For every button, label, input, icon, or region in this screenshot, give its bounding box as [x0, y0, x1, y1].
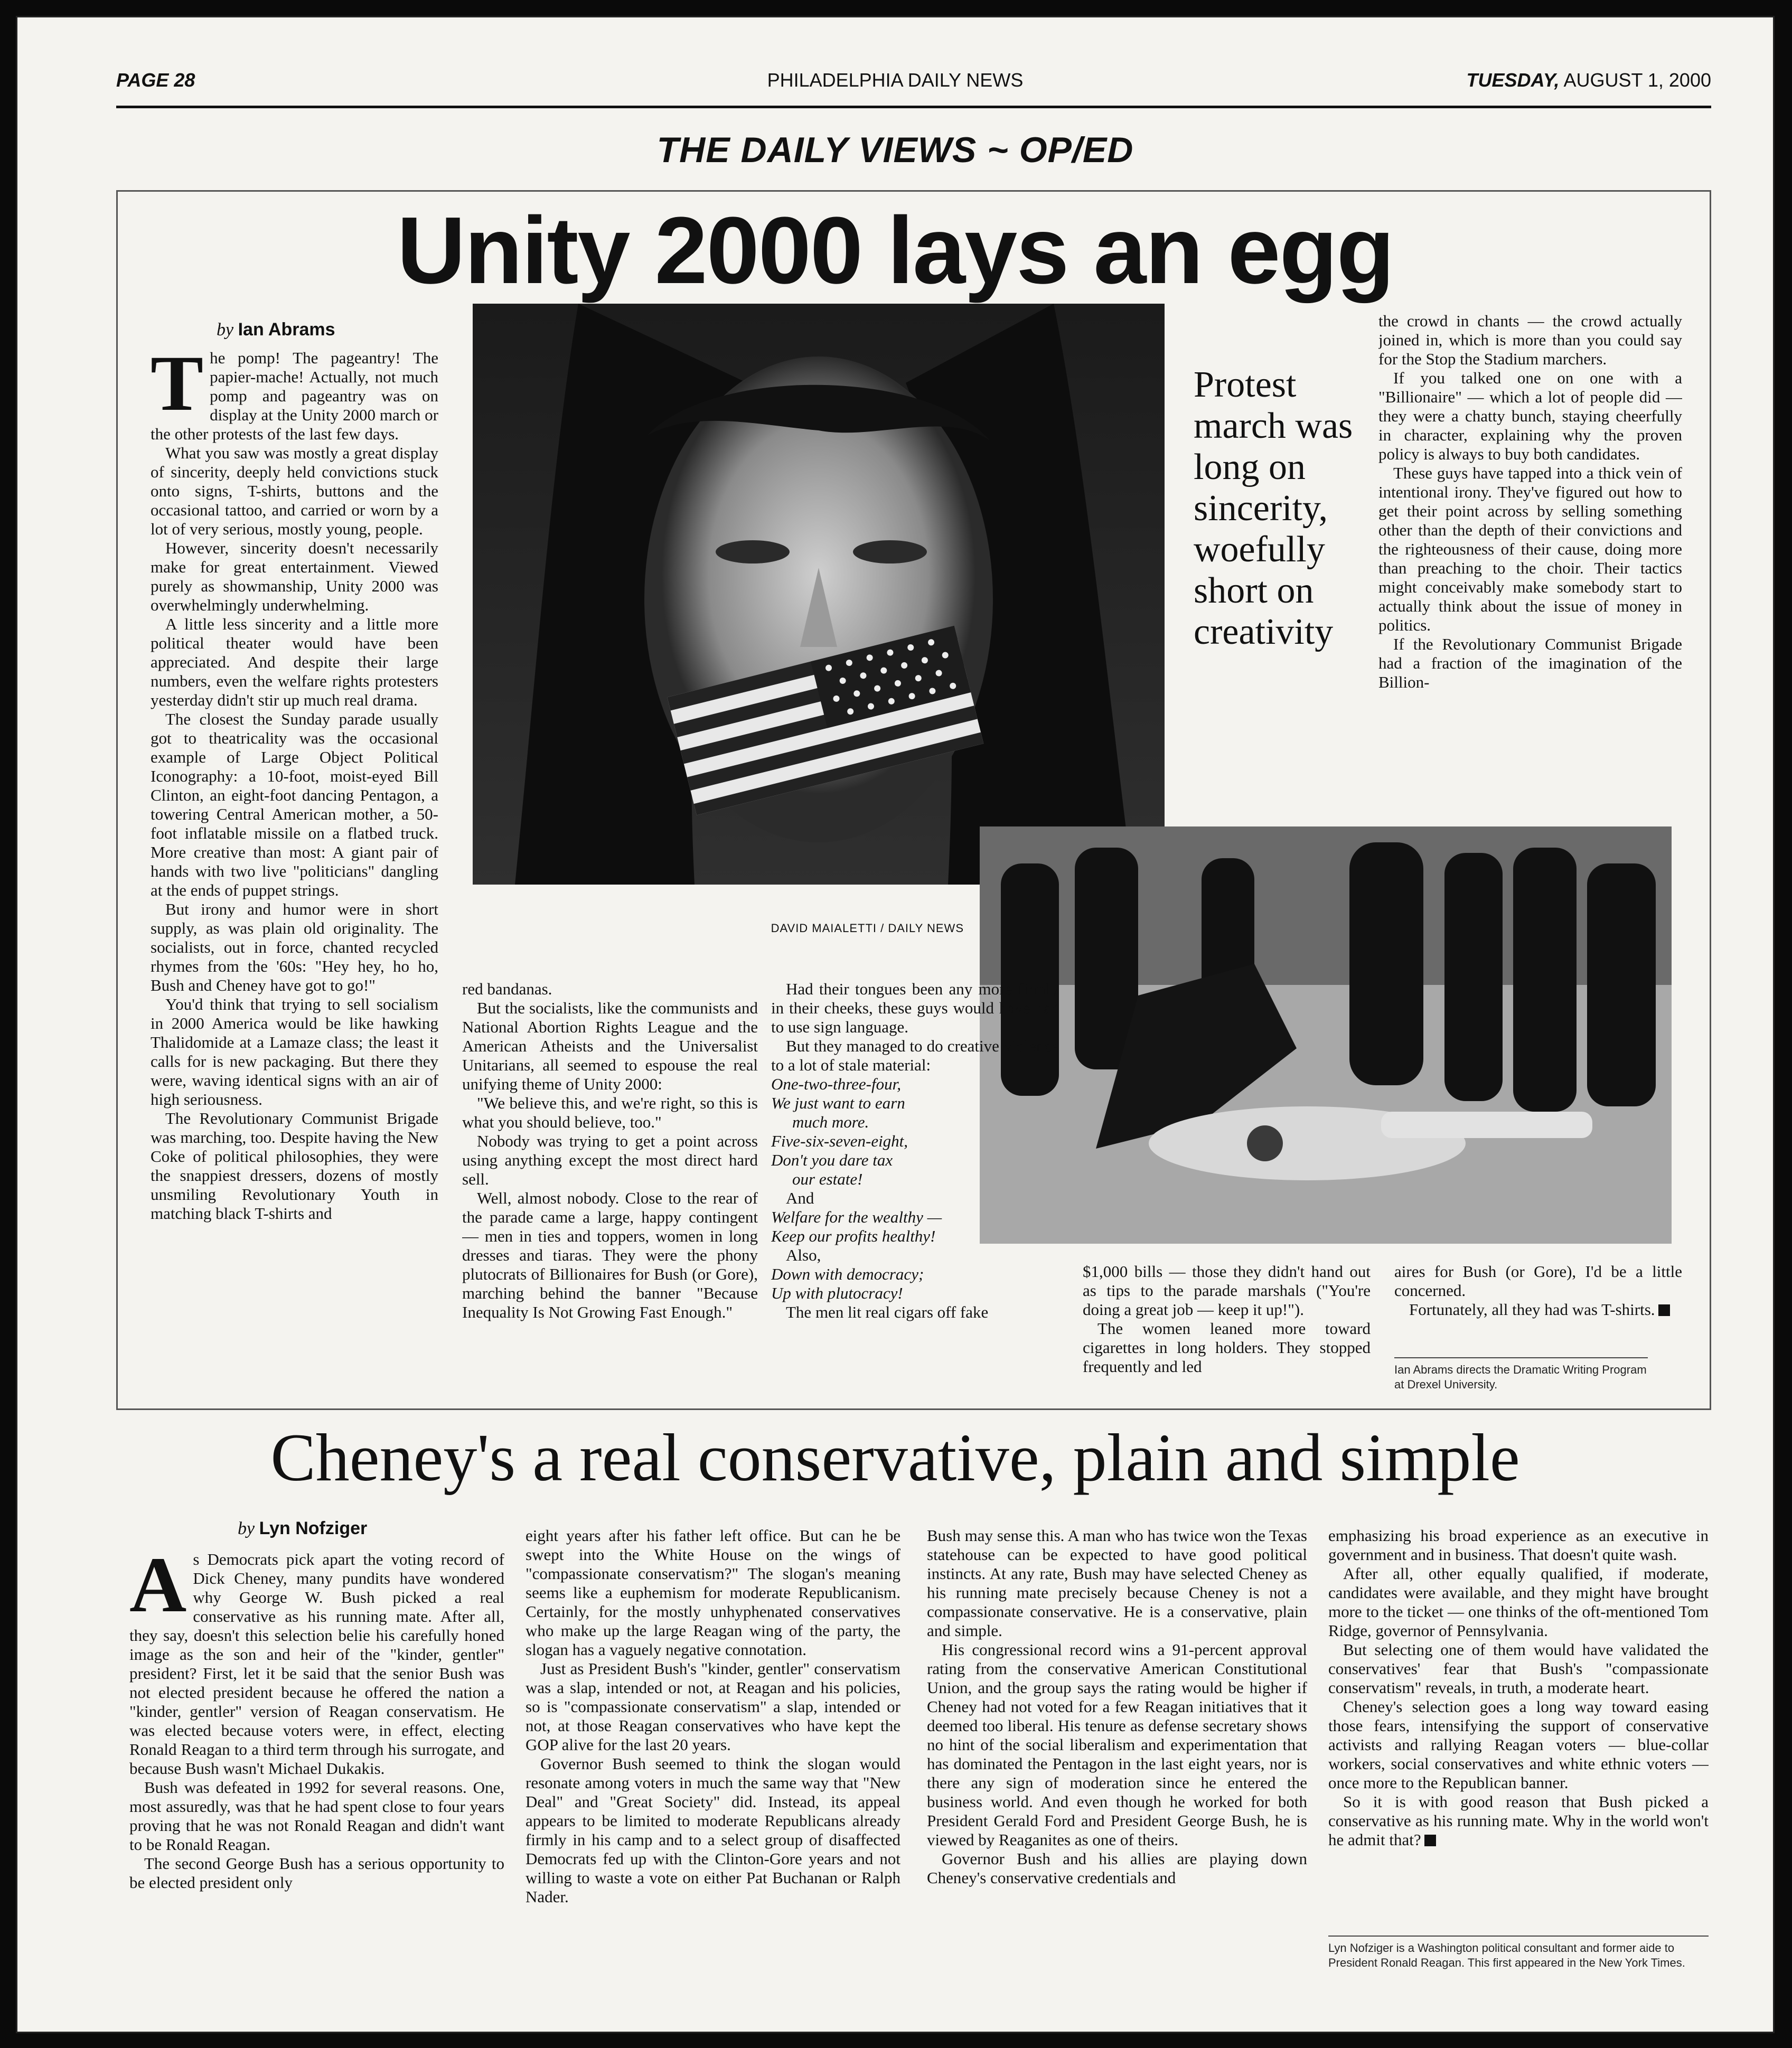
story2-column-2	[526, 1526, 900, 2004]
story2-lead-paragraph	[129, 1550, 504, 1778]
paragraph: The second George Bush has a serious opportunity to be elected president only	[129, 1854, 504, 1892]
paragraph: But they managed to do creative violence to a lot of stale material:	[771, 1037, 1059, 1074]
paragraph	[1394, 1300, 1682, 1319]
paragraph: Bush was defeated in 1992 for several reasons. One, most assuredly, was that he had spent close to four years proving that he was not Ronald Reagan and didn't want to be Ronald Reagan.	[129, 1778, 504, 1854]
drop-cap: A	[129, 1550, 187, 1629]
drop-cap: T	[151, 349, 204, 427]
page-number: PAGE 28	[116, 69, 195, 91]
paragraph: And	[786, 1189, 814, 1207]
byline-author: Ian Abrams	[238, 320, 335, 340]
chant-line: Five-six-seven-eight,	[771, 1132, 908, 1150]
paragraph-text: he pomp! The pageantry! The papier-mache! Actually, not much pomp and pageantry was on display at the Unity 2000 march or the other protests of the last few days.	[151, 349, 438, 443]
march-photo	[980, 826, 1672, 1244]
issue-date-text: AUGUST 1, 2000	[1563, 69, 1711, 91]
paragraph: But irony and humor were in short supply, as was plain old originality. The socialists, out in force, chanted recycled rhymes from the '60s: "Hey hey, ho ho, Bush and Cheney have got to go!"	[151, 900, 438, 994]
chant-line: Welfare for the wealthy —	[771, 1208, 942, 1226]
paragraph: These guys have tapped into a thick vein of intentional irony. They've figured out how to get their point across by selling something other than the depth of their convictions and the righteousness of their cause, doing more than preaching to the choir. Their tactics might conceivably make somebody start to actually think about the issue of money in politics.	[1378, 464, 1682, 634]
protester-photo	[473, 304, 1165, 885]
story1-column-4	[1083, 1262, 1371, 1407]
protester-photo-image	[473, 304, 1165, 885]
byline-by: by	[238, 1519, 255, 1538]
paragraph: Governor Bush and his allies are playing down Cheney's conservative credentials and	[927, 1849, 1307, 1887]
paragraph: But selecting one of them would have validated the conservatives' fear that Bush's "compassionate conservatism" reveals, in truth, a moderate heart.	[1328, 1640, 1709, 1697]
paragraph: Just as President Bush's "kinder, gentler" conservatism was a slap, intended or not, at Reagan and his policies, so is "compassionate conservatism" a slap, intended or not, at those Reagan conservatives who have kept the GOP alive for the last 20 years.	[526, 1659, 900, 1754]
paragraph: The men lit real cigars off fake	[786, 1303, 989, 1321]
pull-quote: Protest march was long on sincerity, woefully short on creativity	[1194, 364, 1353, 652]
story2-column-1	[129, 1550, 504, 2004]
story2-author-tagline: Lyn Nofziger is a Washington political consultant and former aide to President Ronald Reagan. This first appeared in the New York Times.	[1328, 1936, 1709, 1970]
paragraph: aires for Bush (or Gore), I'd be a little concerned.	[1394, 1262, 1682, 1300]
paragraph: However, sincerity doesn't necessarily make for great entertainment. Viewed purely as showmanship, Unity 2000 was overwhelmingly underwhelming.	[151, 539, 438, 614]
chant-line: We just want to earn	[771, 1094, 905, 1112]
top-rule	[116, 106, 1711, 108]
chant-line: Down with democracy;	[771, 1265, 924, 1283]
chant-line: much more.	[792, 1113, 869, 1131]
paragraph: The closest the Sunday parade usually got to theatricality was the occasional example of Large Object Political Iconography: a 10-foot, moist-eyed Bill Clinton, an eight-foot dancing Pentagon, a towering Central American mother, a 50-foot inflatable missile on a flatbed truck. More creative than most: A giant pair of hands with two live "politicians" dangling at the ends of puppet strings.	[151, 710, 438, 899]
paragraph: red bandanas.	[462, 980, 552, 998]
story2-column-4	[1328, 1526, 1709, 1928]
story2-headline: Cheney's a real conservative, plain and simple	[270, 1420, 1520, 1495]
issue-date	[1368, 69, 1711, 92]
story1-headline: Unity 2000 lays an egg	[397, 198, 1394, 304]
paragraph: A little less sincerity and a little more political theater would have been appreciated. And despite their large numbers, even the welfare rights protesters yesterday didn't stir up much real drama.	[151, 615, 438, 709]
paragraph	[1328, 1792, 1709, 1849]
story1-column-3	[771, 980, 1059, 1407]
paragraph: emphasizing his broad experience as an executive in government and in business. That doesn't quite wash.	[1328, 1526, 1709, 1564]
paragraph: His congressional record wins a 91-percent approval rating from the conservative American Constitutional Union, and the group says the rating would be higher if Cheney had not voted for a few Reagan initiatives that it deemed too liberal. His tenure as defense secretary shows no hint of the social liberalism and experimentation that has dominated the Pentagon in the last eight years, nor is there any sign of moderation since he entered the business world. And even though he worked for both President Gerald Ford and President George Bush, he is viewed by Reaganites as one of theirs.	[927, 1640, 1307, 1849]
paragraph: the crowd in chants — the crowd actually joined in, which is more than you could say for the Stop the Stadium marchers.	[1378, 312, 1682, 368]
paragraph: Nobody was trying to get a point across using anything except the most direct hard sell.	[462, 1132, 758, 1188]
story2-byline	[238, 1518, 367, 1539]
newspaper-page	[16, 16, 1775, 2033]
story1-column-5	[1378, 312, 1682, 803]
story1-column-2	[462, 980, 758, 1407]
story1-author-tagline: Ian Abrams directs the Dramatic Writing Program at Drexel University.	[1394, 1357, 1648, 1392]
paragraph: The women leaned more toward cigarettes in long holders. They stopped frequently and led	[1083, 1319, 1371, 1376]
paragraph: What you saw was mostly a great display of sincerity, deeply held convictions stuck onto signs, T-shirts, buttons and the occasional tattoo, and carried or worn by a lot of very serious, mostly young, people.	[151, 444, 438, 538]
paragraph: If you talked one on one with a "Billionaire" — which a lot of people did — they were a chatty bunch, staying cheerfully in character, explaining why the proven policy is always to buy both candidates.	[1378, 369, 1682, 463]
paragraph: Also,	[786, 1246, 821, 1264]
newspaper-name: PHILADELPHIA DAILY NEWS	[767, 69, 1024, 91]
photo-credit: DAVID MAIALETTI / DAILY NEWS	[771, 922, 964, 935]
paragraph: Had their tongues been any more firmly in their cheeks, these guys would have had to use sign language.	[771, 980, 1059, 1036]
byline-by: by	[217, 320, 234, 340]
story1-column-5-continued	[1394, 1262, 1682, 1355]
paragraph: $1,000 bills — those they didn't hand out as tips to the parade marshals ("You're doing a great job — keep it up!").	[1083, 1262, 1371, 1319]
paragraph: "We believe this, and we're right, so this is what you should believe, too."	[462, 1094, 758, 1131]
paragraph: eight years after his father left office. But can he be swept into the White House on the wings of "compassionate conservatism?" The slogan's meaning seems like a euphemism for moderate Republicanism. Certainly, for the mostly unhyphenated conservatives who make up the large Reagan wing of the party, the slogan has a vaguely negative connotation.	[526, 1526, 900, 1659]
paragraph: But the socialists, like the communists and National Abortion Rights League and the American Atheists and the Universalist Unitarians, all seemed to espouse the real unifying theme of Unity 2000:	[462, 999, 758, 1093]
chant-line: Don't you dare tax	[771, 1151, 893, 1169]
paragraph: If the Revolutionary Communist Brigade had a fraction of the imagination of the Billion-	[1378, 635, 1682, 691]
paragraph: Cheney's selection goes a long way toward easing those fears, intensifying the support of conservative activists and rallying Reagan voters — blue-collar workers, social conservatives and white ethnic voters — once more to the Republican banner.	[1328, 1697, 1709, 1792]
chant-line: Keep our profits healthy!	[771, 1227, 936, 1245]
paragraph: The Revolutionary Communist Brigade was marching, too. Despite having the New Coke of political philosophies, they were the snappiest dressers, dozens of mostly unsmiling Revolutionary Youth in matching black T-shirts and	[151, 1109, 438, 1223]
end-mark-icon	[1658, 1304, 1670, 1316]
story1-column-1	[151, 349, 438, 1402]
section-title: THE DAILY VIEWS ~ OP/ED	[656, 130, 1134, 170]
paragraph: Well, almost nobody. Close to the rear of the parade came a large, happy contingent — men in ties and toppers, women in long dresses and tiaras. They were the phony plutocrats of Billionaires for Bush (or Gore), marching behind the banner "Because Inequality Is Not Growing Fast Enough."	[462, 1189, 758, 1321]
end-mark-icon	[1424, 1835, 1436, 1846]
paragraph-text: s Democrats pick apart the voting record of Dick Cheney, many pundits have wondered why George W. Bush picked a real conservative as his running mate. After all, they say, doesn't this selection belie his carefully honed image as the son and heir of the "kinder, gentler" president? First, let it be said that the senior Bush was not elected president because he offered the nation a "kinder, gentler" version of Reagan conservatism. He was elected because voters were, in effect, electing Ronald Reagan to a third term through his surrogate, and because Bush wasn't Michael Dukakis.	[129, 1550, 504, 1778]
paragraph-text: So it is with good reason that Bush picked a conservative as his running mate. Why in the world won't he admit that?	[1328, 1792, 1709, 1849]
paragraph-text: Fortunately, all they had was T-shirts.	[1409, 1300, 1655, 1319]
story1-byline	[217, 320, 335, 340]
story1-lead-paragraph	[151, 349, 438, 444]
march-photo-image	[980, 826, 1672, 1244]
paragraph: Governor Bush seemed to think the slogan would resonate among voters in much the same way that "New Deal" and "Great Society" did. Instead, its appeal appears to be limited to moderate Republicans already firmly in his camp and to a select group of disaffected Democrats fed up with the Clinton-Gore years and not willing to waste a vote on either Pat Buchanan or Ralph Nader.	[526, 1754, 900, 1906]
chant-line: Up with plutocracy!	[771, 1284, 903, 1302]
paragraph: You'd think that trying to sell socialism in 2000 America would be like hawking Thalidomide at a Lamaze class; the least it calls for is new packaging. But there they were, waving identical signs with an air of high seriousness.	[151, 995, 438, 1108]
paragraph: After all, other equally qualified, if moderate, candidates were available, and they might have brought more to the ticket — one thinks of the oft-mentioned Tom Ridge, governor of Pennsylvania.	[1328, 1564, 1709, 1640]
issue-weekday: TUESDAY,	[1466, 69, 1560, 91]
paragraph: Bush may sense this. A man who has twice won the Texas statehouse can be expected to have good political instincts. At any rate, Bush may have selected Cheney as his running mate precisely because Cheney is not a compassionate conservative. He is a conservative, plain and simple.	[927, 1526, 1307, 1640]
byline-author: Lyn Nofziger	[259, 1518, 368, 1538]
chant-line: One-two-three-four,	[771, 1075, 901, 1093]
chant-line: our estate!	[792, 1170, 863, 1188]
story2-column-3	[927, 1526, 1307, 2004]
